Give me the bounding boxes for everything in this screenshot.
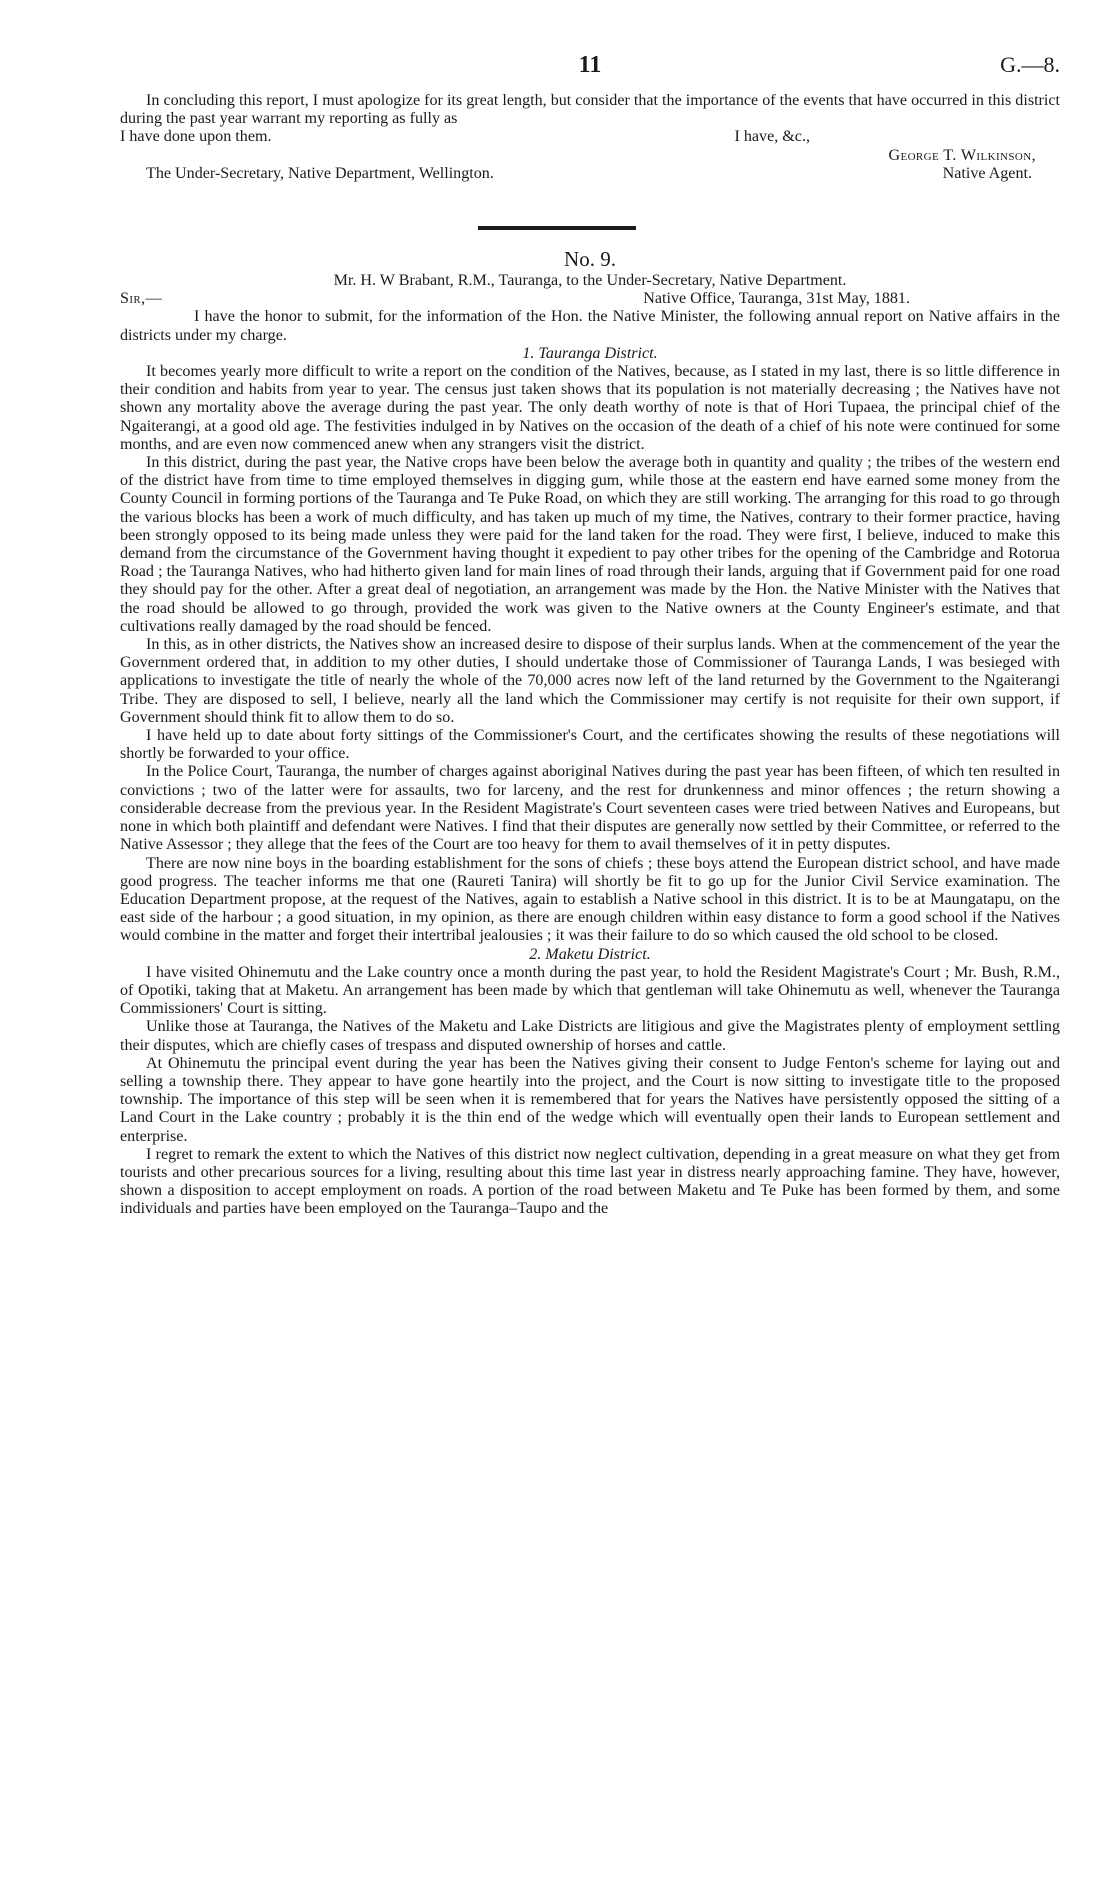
signer-name: George T. Wilkinson,: [888, 146, 1036, 164]
letter-section: [120, 246, 1060, 1219]
paragraph: In the Police Court, Tauranga, the number of charges against aboriginal Natives during the past year has been fifteen, of which ten resulted in convictions ; two of the latter were for assaults, two for larceny, and the rest for drunkenness and minor offences ; the return showing a considerable decrease from the previous year. In the Resident Magistrate's Court seventeen cases were tried between Natives and Europeans, but none in which both plaintiff and defendant were Natives. I find that their disputes are generally now settled by their Committee, or referred to the Native Assessor ; they allege that the fees of the Court are too heavy for them to avail themselves of it in petty disputes.: [120, 763, 1060, 854]
signer-line: [120, 147, 1060, 165]
signer-title: Native Agent.: [942, 164, 1032, 182]
section-divider: [478, 226, 636, 230]
letter-from-line: Mr. H. W Brabant, R.M., Tauranga, to the Under-Secretary, Native Department.: [333, 272, 847, 289]
closing-last-line: I have done upon them.: [120, 128, 272, 146]
intro-paragraph: I have the honor to submit, for the information of the Hon. the Native Minister, the following annual report on Native affairs in the districts under my charge.: [120, 308, 1060, 344]
paragraph: There are now nine boys in the boarding establishment for the sons of chiefs ; these boys attend the European district school, and have made good progress. The teacher informs me that one (Raureti Tanira) will shortly be fit to go up for the Junior Civil Service examination. The Education Department propose, at the request of the Natives, again to establish a Native school in this district. It is to be at Maungatapu, on the east side of the harbour ; a good situation, in my opinion, as there are enough children within easy distance to form a good school if the Natives would combine in the matter and forget their intertribal jealousies ; it was their failure to do so which caused the old school to be closed.: [120, 854, 1060, 945]
paragraph: At Ohinemutu the principal event during the year has been the Natives giving their consent to Judge Fenton's scheme for laying out and selling a township there. They appear to have gone heartily into the project, and the Court is now sitting to investigate title to the proposed township. The importance of this step will be seen when it is remembered that for years the Natives have persistently opposed the sitting of a Land Court in the Lake country ; probably it is the thin end of the wedge which will eventually open their lands to European settlement and enterprise.: [120, 1054, 1060, 1145]
page-number: 11: [578, 52, 602, 78]
document-reference: G.—8.: [1000, 52, 1060, 77]
paragraph: I regret to remark the extent to which the Natives of this district now neglect cultivation, depending in a great measure on what they get from tourists and other precarious sources for a living, resulting about this time last year in distress nearly approaching famine. They have, however, shown a disposition to accept employment on roads. A portion of the road between Maketu and Te Puke has been formed by them, and some individuals and parties have been employed on the Tauranga–Taupo and the: [120, 1145, 1060, 1218]
letter-number: No. 9.: [564, 247, 616, 271]
place-date: Native Office, Tauranga, 31st May, 1881.: [643, 290, 910, 308]
closing-section: [120, 92, 1060, 183]
paragraph: I have held up to date about forty sittings of the Commissioner's Court, and the certificates showing the results of these negotiations will shortly be forwarded to your office.: [120, 727, 1060, 763]
paragraph: I have visited Ohinemutu and the Lake country once a month during the past year, to hold the Resident Magistrate's Court ; Mr. Bush, R.M., of Opotiki, taking that at Maketu. An arrangement has been made by which that gentleman will take Ohinemutu as well, whenever the Tauranga Commissioners' Court is sitting.: [120, 963, 1060, 1018]
addressee-line: [120, 165, 1060, 183]
closing-line: [120, 128, 1060, 146]
paragraph: In this, as in other districts, the Natives show an increased desire to dispose of their surplus lands. When at the commencement of the year the Government ordered that, in addition to my other duties, I should undertake those of Commissioner of Tauranga Lands, I was besieged with applications to investigate the title of nearly the whole of the 70,000 acres now left of the land returned by the Government to the Ngaiterangi Tribe. They are disposed to sell, I believe, nearly all the land which the Commissioner may certify is not requisite for their own support, if Government should think fit to allow them to do so.: [120, 636, 1060, 726]
closing-paragraph: In concluding this report, I must apologize for its great length, but consider that the importance of the events that have occurred in this district during the past year warrant my reporting as fully as: [120, 92, 1060, 128]
paragraph: In this district, during the past year, the Native crops have been below the average both in quantity and quality ; the tribes of the western end of the district have from time to time employed themselves in digging gum, while those at the eastern end have earned some money from the County Council in forming portions of the Tauranga and Te Puke Road, on which they are still working. The arranging for this road to go through the various blocks has been a work of much difficulty, and has taken up much of my time, the Natives, contrary to their former practice, having been strongly opposed to its being made unless they were paid for the land taken for the road. They were first, I believe, induced to make this demand from the circumstance of the Government having thought it expedient to pay other tribes for the opening of the Cambridge and Rotorua Road ; the Tauranga Natives, who had hitherto given land for main lines of road through their lands, arguing that if Government paid for one road they should pay for the other. After a great deal of negotiation, an arrangement was made by the Hon. the Native Minister with the Natives that the road should be allowed to go through, provided the work was given to the Native owners at the County Engineer's estimate, and that cultivations really damaged by the road should be fenced.: [120, 454, 1060, 635]
paragraph: It becomes yearly more difficult to write a report on the condition of the Natives, because, as I stated in my last, there is so little difference in their condition and habits from year to year. The census just taken shows that its population is not materially decreasing ; the Natives have not shown any mortality above the average during the past year. The only death worthy of note is that of Hori Tupaea, the principal chief of the Ngaiterangi, at a good old age. The festivities indulged in by Natives on the occasion of the death of a chief of his note were continued for some months, and are even now commenced anew when any strangers visit the district.: [120, 363, 1060, 453]
salutation-line: [120, 290, 1060, 308]
section-title-tauranga: 1. Tauranga District.: [522, 344, 658, 362]
page-header: [120, 52, 1060, 82]
paragraph: Unlike those at Tauranga, the Natives of the Maketu and Lake Districts are litigious and give the Magistrates plenty of employment settling their disputes, which are chiefly cases of trespass and disputed ownership of horses and cattle.: [120, 1018, 1060, 1054]
section-title-maketu: 2. Maketu District.: [529, 945, 651, 963]
addressee: The Under-Secretary, Native Department, Wellington.: [146, 164, 494, 182]
have-etc: I have, &c.,: [734, 128, 810, 146]
salutation: Sir,—: [120, 290, 163, 308]
